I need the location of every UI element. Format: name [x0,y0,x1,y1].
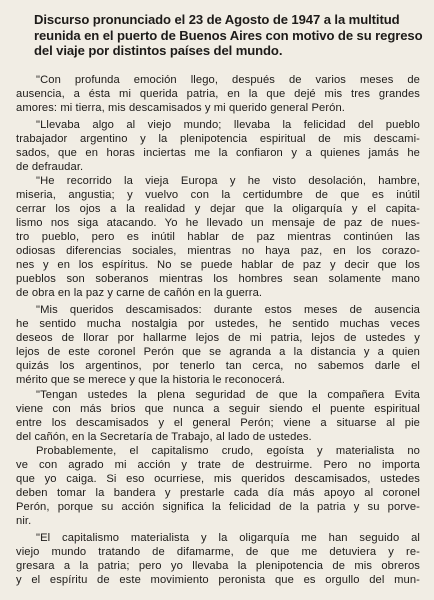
text-line: del cañón, en la Secretaría de Trabajo, al lado de ustedes. [16,430,312,443]
paragraph [16,303,420,387]
text-line: "Mis queridos descamisados: durante estos meses de ausencia [36,304,420,317]
paragraph [16,73,420,115]
text-line: Probablemente, el capitalismo crudo, egoísta y materialista no [36,444,420,457]
paragraph [16,174,420,300]
heading-line: Discurso pronunciado el 23 de Agosto de 1947 a la multitud [34,12,400,27]
paragraph [16,118,420,174]
text-line: "Tengan ustedes la plena seguridad de que la compañera Evita [36,388,420,401]
speech-heading [16,12,423,59]
text-line: entre los descamisados y el general Perón; viene a situarse al pie [16,416,420,429]
text-line: pueblos son soberanos mientras los hombres sean solamente mano [16,273,420,286]
text-line: viejo mundo tratando de difamarme, de que me detuviera y re- [16,546,420,559]
text-line: cerrar los ojos a la realidad y dejar que la oligarquía y el capita- [16,202,420,215]
text-line: ausencia, a ésta mi querida patria, en la que dejé mis tres grandes [16,87,420,100]
paragraph [16,388,420,444]
text-line: nir. [16,514,32,527]
text-line: nes y en los espíritus. No se puede hablar de paz y decir que los [16,259,420,272]
text-line: Perón, porque su acción significa la felicidad de la patria y su porve- [16,500,420,513]
text-line: de obra en la paz y carne de cañón en la guerra. [16,287,263,300]
paragraph [16,444,420,528]
text-line: mérito que se merece y que la historia le reconocerá. [16,374,285,387]
text-line: "El capitalismo materialista y la oligarquía me han seguido al [36,532,420,544]
text-line: he sentido mucha nostalgia por ustedes, he sentido muchas veces [16,318,420,331]
text-line: "Llevaba algo al viejo mundo; llevaba la felicidad del pueblo [36,118,420,131]
text-line: ve con agrado mi acción y trate de destruirme. Pero no importa [16,458,420,471]
text-line: lejos de este coronel Perón que se agranda a la distancia y a quien [16,346,420,359]
text-line: odiosas diferencias sociales, mientras no haya paz, en los corazo- [16,245,420,258]
speech-body [16,73,420,588]
paragraph [16,531,420,587]
text-line: sados, que en horas inciertas me la confiaron y a quienes jamás he [16,146,420,159]
text-line: amores: mi tierra, mis descamisados y mi querido general Perón. [16,101,345,114]
text-line: y el espíritu de este movimiento peronista que es orgullo del mun- [16,574,420,587]
text-line: "He recorrido la vieja Europa y he visto desolación, hambre, [36,174,420,187]
text-line: gresara a la patria; pero yo llevaba la plenipotencia de mis obreros [16,560,420,573]
text-line: viene con más brios que nunca a seguir siendo el puente espiritual [16,402,420,415]
text-line: trabajador argentino y la plenipotencia espiritual de mis descami- [16,132,420,145]
text-line: lismo nos siga atacando. Yo he llevado un mensaje de paz de nues- [16,216,420,229]
text-line: deseos de llorar por hallarme lejos de mi patria, lejos de ustedes y [16,332,420,345]
text-line: tro pueblo, pero es inútil hablar de paz mientras continúen las [16,231,420,244]
text-line: miseria, angustia; y vuelvo con la certidumbre de que es inútil [16,188,420,201]
heading-line: del viaje por distintos países del mundo. [34,43,283,58]
text-line: de defraudar. [16,160,84,173]
text-line: que yo caiga. Si eso ocurriese, mis queridos descamisados, ustedes [16,472,420,485]
heading-line: reunida en el puerto de Buenos Aires con motivo de su regreso [34,27,423,43]
text-line: quizás los argentinos, por tenerlo tan cerca, no sabemos darle el [16,360,420,373]
text-line: "Con profunda emoción llego, después de varios meses de [36,73,420,86]
text-line: deben tomar la bandera y prestarle cada día más apoyo al coronel [16,486,420,499]
